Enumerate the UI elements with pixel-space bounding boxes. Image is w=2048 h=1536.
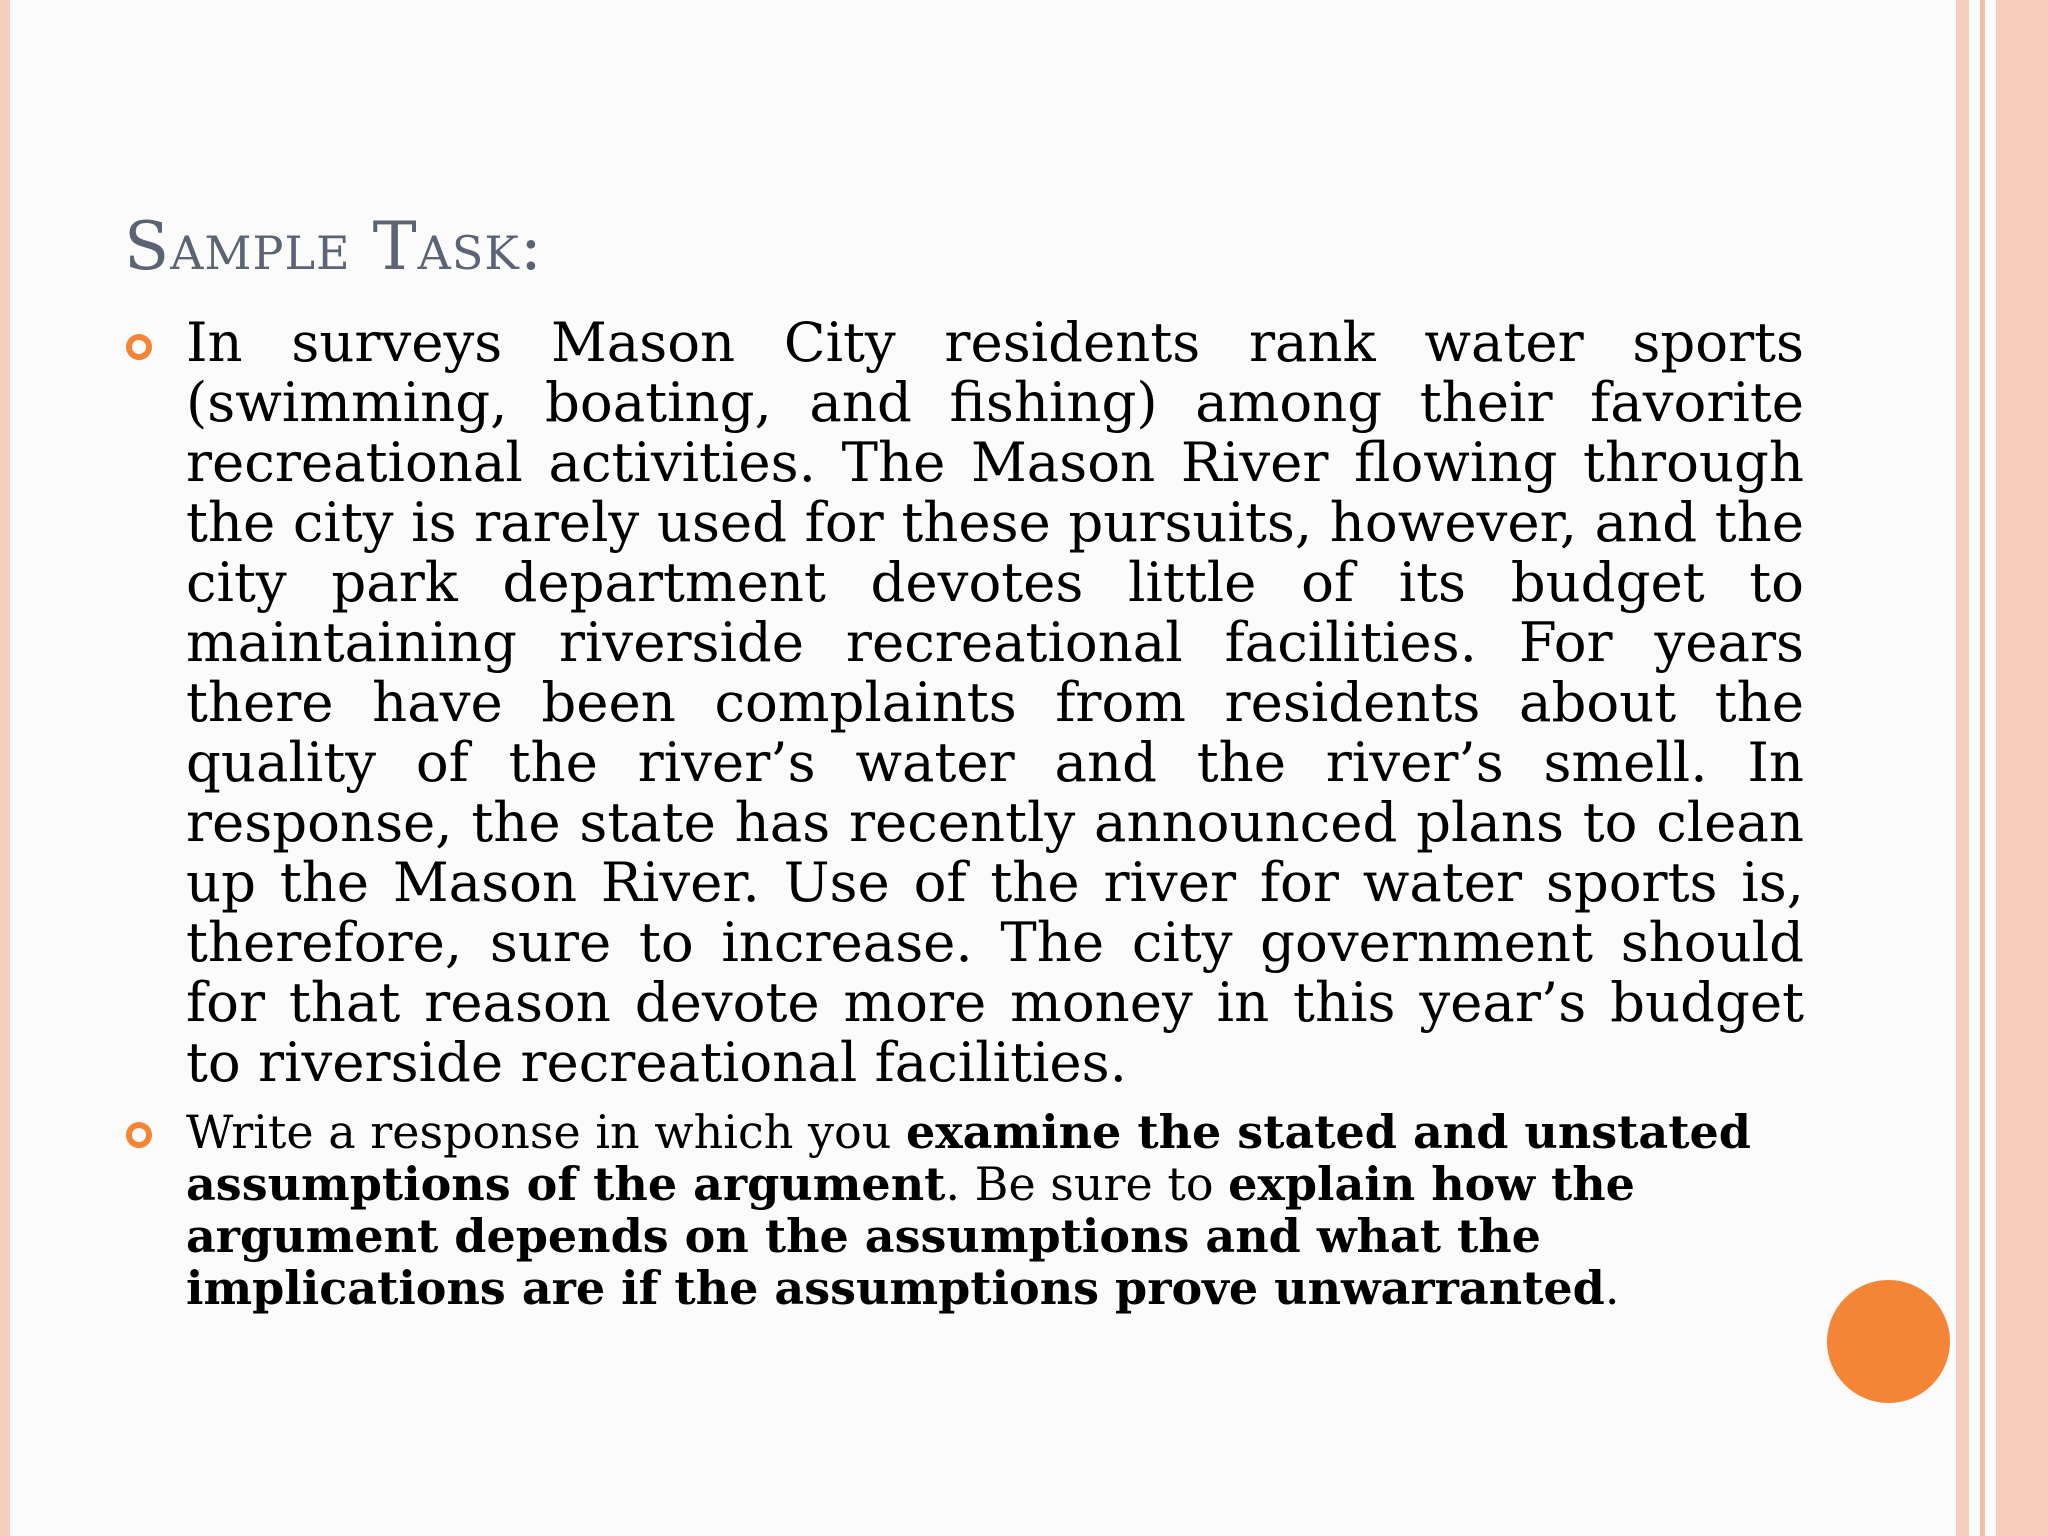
hollow-circle-bullet-icon <box>126 334 152 360</box>
instruction-emphasis-segment: examine the stated and unstated assumptions of the argument <box>186 1105 1751 1211</box>
instruction-text-segment: . Be sure to <box>945 1157 1229 1211</box>
bullet-list <box>124 312 1804 1314</box>
decorative-orange-circle <box>1827 1280 1950 1403</box>
bullet-item-instructions <box>124 1106 1804 1314</box>
hollow-circle-bullet-icon <box>126 1122 152 1148</box>
bullet-item-prompt <box>124 312 1804 1092</box>
bullet-text-instructions <box>186 1106 1804 1314</box>
bullet-text-argument: In surveys Mason City residents rank water sports (swimming, boating, and fishing) among their favorite recreational activities. The Mason River flowing through the city is rarely used for these pursuits, however, and the city park department devotes little of its budget to maintaining riverside recreational facilities. For years there have been complaints from residents about the quality of the river’s water and the river’s smell. In response, the state has recently announced plans to clean up the Mason River. Use of the river for water sports is, therefore, sure to increase. The city government should for that reason devote more money in this year’s budget to riverside recreational facilities. <box>186 310 1804 1094</box>
right-border-stripe-thin <box>1980 0 1985 1536</box>
instruction-emphasis-segment: explain how the argument depends on the assumptions and what the implications are if the assumptions prove unwarranted <box>186 1157 1635 1315</box>
right-border-band <box>1996 0 2048 1536</box>
instruction-text-segment: Write a response in which you <box>186 1105 906 1159</box>
right-border-stripe <box>1956 0 1969 1536</box>
slide-title: Sample Task: <box>124 208 543 285</box>
instruction-text-segment: . <box>1604 1261 1620 1315</box>
left-border-stripe <box>0 0 10 1536</box>
